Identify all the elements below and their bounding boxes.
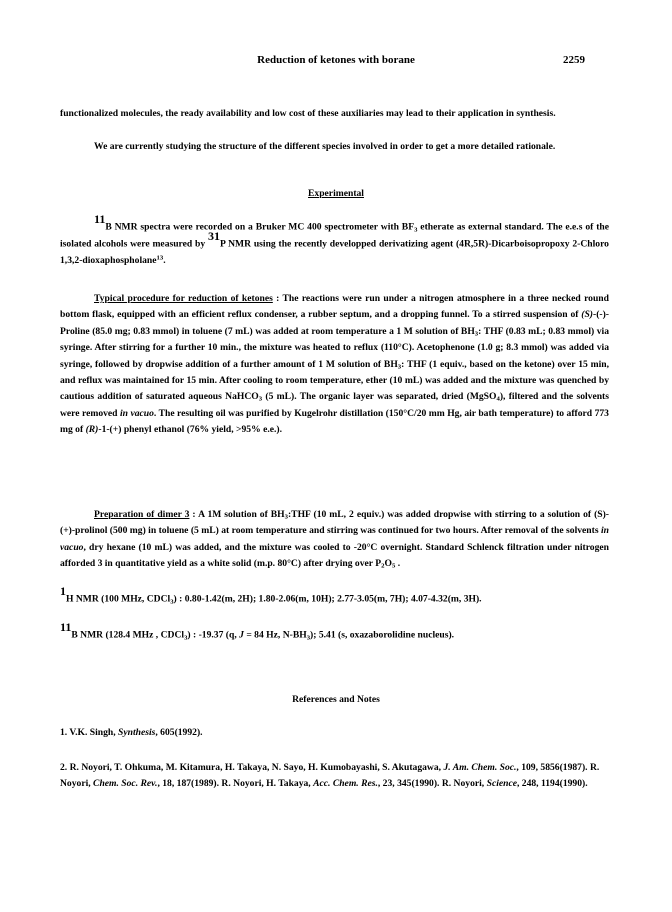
subscript-3-dimer: 3 [284, 513, 288, 521]
typical-procedure-label: Typical procedure for reduction of ketones [94, 293, 273, 304]
intro-paragraph: functionalized molecules, the ready availability and low cost of these auxiliaries may lead to their application in synthesis. [60, 108, 556, 119]
ref2-volume-4: , 248, [516, 778, 539, 790]
nmr-text-2: etherate as external standard. The e.e.s of the isolated alcohols were measured by [60, 221, 609, 250]
nmr-text-3: P NMR using the recently developped derivatizing agent (4R,5R)-Dicarboisopropoxy 2-Chloro 1,3,2-dioxaphospholane [60, 238, 609, 266]
dimer-text-2: :THF (10 mL, 2 equiv.) was added dropwise with stirring to a solution of (S)-(+)-prolinol (500 mg) in toluene (5 mL) at room temperature and stirring was continued for two hours. After removal of the solvents [60, 509, 609, 537]
subscript-3-hnmr: 3 [170, 598, 174, 606]
ref2-text-e: 1194(1990). [538, 778, 588, 790]
typical-text-1: : The reactions were run under a nitrogen atmosphere in a three necked round bottom flask, equipped with an efficient reflux condenser, a rubber septum, and a dropping funnel. To a stirred suspension of [60, 293, 609, 321]
subscript-4: 4 [496, 396, 500, 404]
experimental-heading-text: Experimental [308, 188, 364, 199]
ref2-journal-4: Science [486, 778, 517, 790]
subscript-3a: 3 [474, 330, 479, 338]
subscript-3b: 3 [397, 363, 402, 371]
page-number: 2259 [563, 54, 585, 66]
reference-2 [60, 760, 609, 793]
subscript-3-bnmr: 3 [184, 634, 188, 642]
dimer-text-3: , dry hexane (10 mL) was added, and the mixture was cooled to -20°C overnight. Standard Schlenck filtration under nitrogen afforded 3 in quantitative yield as a white solid (m.p. 80°C) after drying over P [60, 541, 609, 570]
ref2-journal-3: Acc. Chem. Res. [313, 778, 378, 790]
subscript-2: 2 [381, 562, 385, 570]
isotope-11b: 11 [94, 212, 106, 226]
typical-text-7: . The resulting oil was purified by Kugelrohr distillation (150°C/20 mm Hg, air bath temperature) to afford 773 mg of [60, 407, 609, 436]
ref2-volume-1: , 109, [516, 762, 538, 773]
bnmr-text-3: = 84 Hz, N-BH [243, 629, 307, 641]
ref1-text-2: , 605(1992). [155, 727, 203, 738]
subscript-5: 5 [391, 562, 396, 570]
ref1-text: 1. V.K. Singh, [60, 727, 119, 738]
ref2-journal-1: J. Am. Chem. Soc. [443, 762, 517, 773]
dimer-text-1: : A 1M solution of BH [189, 509, 285, 520]
running-title: Reduction of ketones with borane [257, 54, 415, 66]
subscript-3c: 3 [258, 396, 263, 404]
ref2-journal-2: Chem. Soc. Rev. [93, 778, 158, 790]
isotope-1h: 1 [60, 584, 66, 598]
typical-italic-1: (S) [581, 309, 594, 321]
b-nmr-paragraph [60, 620, 609, 644]
typical-text-2: -(-)-Proline (85.0 mg; 0.83 mmol) in toluene (7 mL) was added at room temperature a 1 M solution of BH [60, 309, 609, 337]
hnmr-text-2: ) : 0.80-1.42(m, 2H); 1.80-2.06(m, 10H); 2.77-3.05(m, 7H); 4.07-4.32(m, 3H). [173, 593, 482, 605]
ref2-text-c: 187(1989). R. Noyori, H. Takaya, [174, 778, 314, 790]
typical-procedure-paragraph [60, 291, 609, 439]
dimer-text-5: . [395, 558, 401, 570]
experimental-heading [0, 188, 672, 199]
typical-text-8: -1-(+) phenyl ethanol (76% yield, >95% e.e.). [98, 424, 282, 436]
references-heading: References and Notes [292, 694, 380, 705]
dimer-italic: in vacuo [60, 525, 609, 553]
h-nmr-paragraph [60, 584, 609, 608]
typical-text-4: : THF (1 equiv., based on the ketone) over 15 min, and reflux was maintained for 15 min. After cooling to room temperature, ether (10 mL) was added and the mixture was quenched by cautious addition of saturated aqueous NaHCO [60, 358, 610, 403]
ref2-text-d: 345(1990). R. Noyori, [394, 778, 487, 790]
typical-text-3: : THF (0.83 mL; 0.83 mmol) via syringe. After stirring for a further 10 min., the mixture was heated to reflux (110°C). Acetophenone (1.0 g; 8.3 mmol) was added via syringe, followed by dropwise addition of a further amount of 1 M solution of BH [60, 325, 609, 370]
nmr-paragraph [60, 212, 609, 269]
isotope-31p: 31 [207, 229, 220, 243]
reference-13: 13 [156, 254, 164, 262]
ref1-journal: Synthesis [118, 727, 156, 738]
dimer-paragraph [60, 507, 609, 573]
ref2-text-b: 5856(1987). R. Noyori, [60, 762, 600, 790]
hnmr-text-1: H NMR (100 MHz, CDCl [66, 593, 171, 605]
isotope-11b-2: 11 [60, 620, 72, 634]
subscript-3: 3 [414, 226, 418, 234]
bnmr-text-2: ) : -19.37 (q, [187, 629, 240, 641]
typical-text-6: ), filtered and the solvents were removed [60, 391, 609, 419]
subscript-3-bnmr-2: 3 [306, 634, 311, 642]
typical-italic-2: in vacuo [119, 407, 154, 419]
ref2-text-a: 2. R. Noyori, T. Ohkuma, M. Kitamura, H. Takaya, N. Sayo, H. Kumobayashi, S. Akutagawa, [60, 762, 444, 773]
reference-1 [60, 725, 609, 741]
dimer-text-4: O [384, 558, 392, 570]
intro-paragraph-2: We are currently studying the structure of the different species involved in order to get a more detailed rationale. [94, 141, 556, 152]
bnmr-text-1: B NMR (128.4 MHz , CDCl [71, 629, 185, 641]
ref2-volume-3: , 23, [377, 778, 395, 790]
page-header [0, 54, 672, 70]
ref2-volume-2: , 18, [157, 778, 175, 790]
bnmr-italic-j: J [239, 629, 244, 641]
typical-italic-3: (R) [85, 424, 99, 436]
bnmr-text-4: ); 5.41 (s, oxazaborolidine nucleus). [310, 629, 455, 641]
nmr-text-1: B NMR spectra were recorded on a Bruker MC 400 spectrometer with BF [105, 221, 415, 233]
nmr-text-4: . [163, 255, 166, 266]
typical-text-5: (5 mL). The organic layer was separated, dried (MgSO [262, 391, 497, 403]
dimer-label: Preparation of dimer 3 [94, 509, 190, 520]
